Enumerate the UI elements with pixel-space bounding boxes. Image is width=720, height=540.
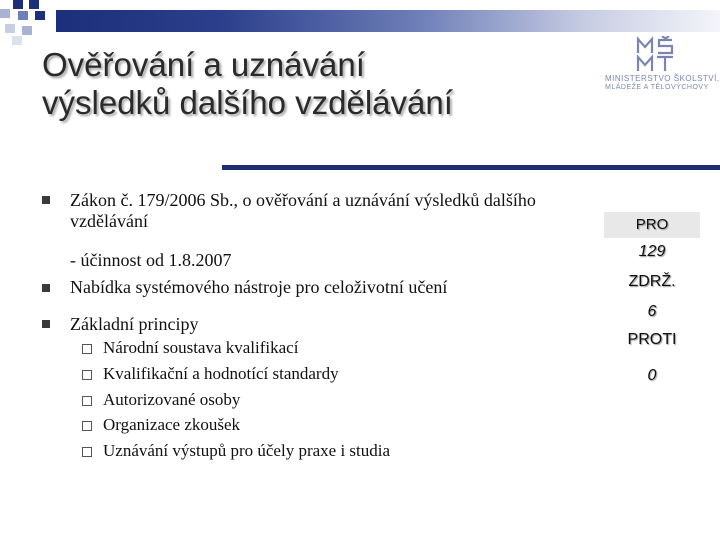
decorative-squares	[0, 0, 60, 50]
checkbox-bullet-icon	[82, 370, 92, 380]
logo-caption-line-2: MLÁDEŽE A TĚLOVÝCHOVY	[605, 84, 709, 91]
slide-title	[42, 46, 602, 122]
sub-item: Organizace zkoušek	[103, 415, 241, 434]
bullet-law-line-2: vzdělávání	[70, 211, 148, 231]
bullet-law-line-1: Zákon č. 179/2006 Sb., o ověřování a uznávání výsledků dalšího	[70, 190, 536, 210]
bullet-principles: Základní principy	[70, 314, 199, 334]
checkbox-bullet-icon	[82, 344, 92, 354]
vote-abstain-value: 6	[647, 303, 657, 320]
vote-pro-value: 129	[638, 243, 666, 260]
bullet-square-icon	[42, 320, 50, 328]
msmt-logo	[605, 36, 720, 96]
effective-date: - účinnost od 1.8.2007	[70, 250, 232, 270]
vote-against-value: 0	[647, 367, 657, 384]
vote-against-label: PROTI	[627, 331, 677, 348]
vote-abstain-label: ZDRŽ.	[628, 273, 676, 290]
vote-pro-label: PRO	[604, 212, 700, 238]
title-divider	[222, 165, 720, 170]
sub-item: Autorizované osoby	[103, 390, 241, 409]
sub-item: Kvalifikační a hodnotící standardy	[103, 364, 339, 383]
sub-item: Uznávání výstupů pro účely praxe i studia	[103, 441, 391, 460]
msmt-logo-mark-icon	[635, 36, 675, 74]
checkbox-bullet-icon	[82, 396, 92, 406]
logo-caption-line-1: MINISTERSTVO ŠKOLSTVÍ,	[605, 74, 720, 83]
header-gradient-bar	[56, 10, 720, 32]
checkbox-bullet-icon	[82, 421, 92, 431]
slide-title-line-2: výsledků dalšího vzdělávání	[42, 84, 453, 121]
checkbox-bullet-icon	[82, 447, 92, 457]
bullet-square-icon	[42, 196, 50, 204]
sub-item: Národní soustava kvalifikací	[103, 338, 299, 357]
bullet-square-icon	[42, 284, 50, 292]
slide-title-line-1: Ověřování a uznávání	[42, 46, 365, 83]
bullet-offer: Nabídka systémového nástroje pro celoživotní učení	[70, 277, 448, 297]
